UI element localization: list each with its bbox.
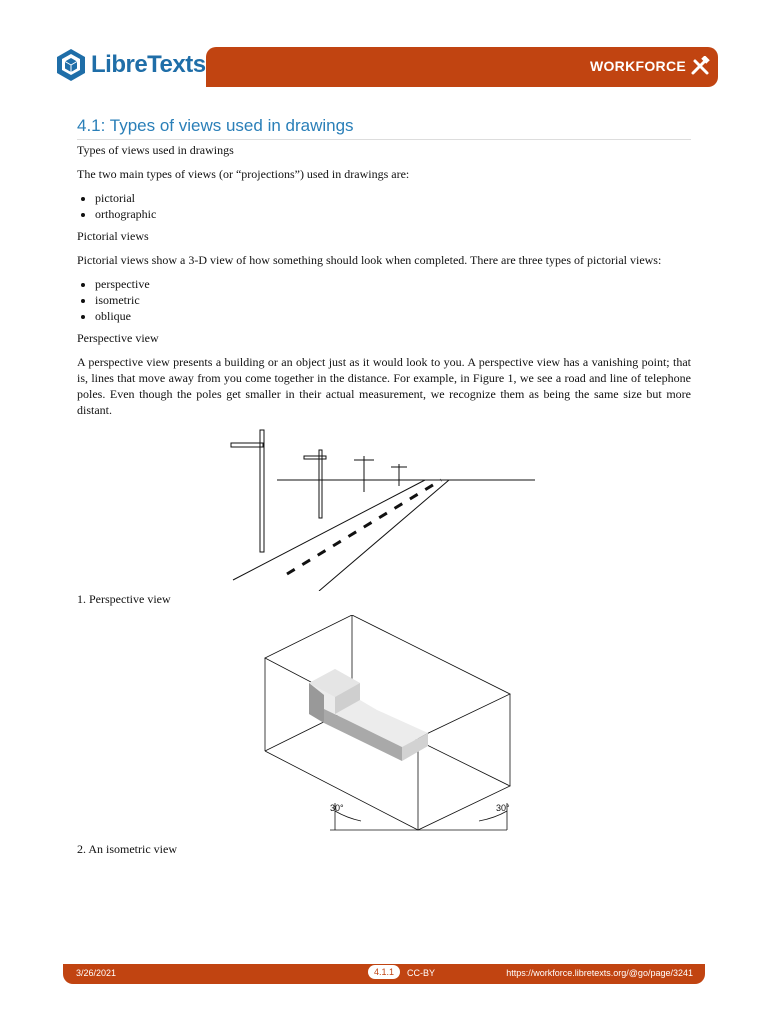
logo-text: LibreTexts [91,51,206,78]
page-url-link[interactable]: https://workforce.libretexts.org/@go/page/3241 [506,968,693,978]
hammer-wrench-icon [690,56,710,76]
isometric-figure [77,615,691,841]
page-footer [63,964,705,984]
intro-paragraph: The two main types of views (or “projections”) used in drawings are: [77,167,410,181]
pictorial-paragraph: Pictorial views show a 3-D view of how something should look when completed. There are three types of pictorial views: [77,253,662,267]
figure-2-caption: 2. An isometric view [77,842,177,856]
angle-label-right: 30° [496,803,510,813]
perspective-heading: Perspective view [77,331,159,345]
list-item: • orthographic [95,206,691,222]
list-item: • oblique [95,308,691,324]
main-types-list [77,190,691,222]
list-item: • perspective [95,276,691,292]
subtitle: Types of views used in drawings [77,143,234,157]
pictorial-heading: Pictorial views [77,229,149,243]
article-content [77,142,691,865]
perspective-figure [77,426,691,591]
list-item: • isometric [95,292,691,308]
license-label: CC-BY [407,968,436,978]
pictorial-types-list [77,276,691,324]
workforce-banner[interactable] [206,47,718,87]
footer-date: 3/26/2021 [76,968,117,978]
libretexts-logo[interactable] [55,48,212,82]
banner-label: WORKFORCE [589,58,686,74]
angle-label-left: 30° [330,803,344,813]
page-title: 4.1: Types of views used in drawings [77,116,691,140]
perspective-paragraph: A perspective view presents a building or an object just as it would look to you. A perspective view has a vanishing point; that is, lines that move away from you come together in the distance. For example, in Figure 1, we see a road and line of telephone poles. Even though the poles get smaller in their actual measurement, we recognize them as being the same size but more distant. [77,355,691,417]
page-number-badge: 4.1.1 [368,965,400,979]
page-header [0,0,768,110]
list-item: • pictorial [95,190,691,206]
figure-1-caption: 1. Perspective view [77,592,171,606]
libretexts-cube-icon [55,48,87,82]
